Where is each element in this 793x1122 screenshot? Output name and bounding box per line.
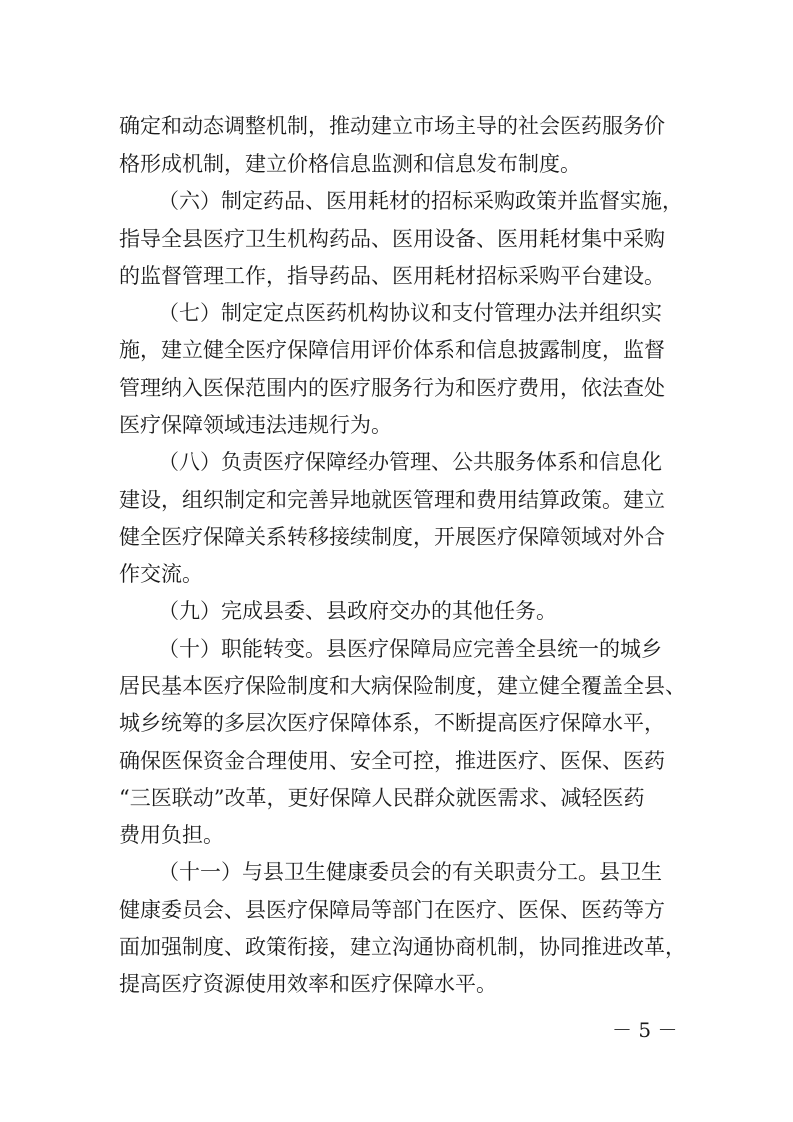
text-line: 指导全县医疗卫生机构药品、医用设备、医用耗材集中采购 [119, 227, 665, 251]
text-line: 确定和动态调整机制，推动建立市场主导的社会医药服务价 [119, 114, 665, 138]
text-line: （十）职能转变。县医疗保障局应完善全县统一的城乡 [158, 637, 662, 661]
text-line: 的监督管理工作，指导药品、医用耗材招标采购平台建设。 [119, 264, 665, 288]
text-line: 施，建立健全医疗保障信用评价体系和信息披露制度，监督 [119, 338, 665, 362]
text-line: 确保医保资金合理使用、安全可控，推进医疗、医保、医药 [119, 749, 665, 773]
text-line: 格形成机制，建立价格信息监测和信息发布制度。 [119, 152, 581, 176]
text-line: （八）负责医疗保障经办管理、公共服务体系和信息化 [158, 450, 662, 474]
text-line: （七）制定定点医药机构协议和支付管理办法并组织实 [158, 301, 662, 325]
text-line: （十一）与县卫生健康委员会的有关职责分工。县卫生 [158, 860, 662, 884]
text-line: 医疗保障领域违法违规行为。 [119, 413, 392, 437]
text-line: 健全医疗保障关系转移接续制度，开展医疗保障领域对外合 [119, 525, 665, 549]
text-line: （六）制定药品、医用耗材的招标采购政策并监督实施， [158, 189, 683, 213]
text-line: 费用负担。 [119, 823, 224, 847]
text-line: 管理纳入医保范围内的医疗服务行为和医疗费用，依法查处 [119, 376, 665, 400]
text-line: 健康委员会、县医疗保障局等部门在医疗、医保、医药等方 [119, 898, 665, 922]
text-line: 面加强制度、政策衔接，建立沟通协商机制，协同推进改革， [119, 935, 686, 959]
text-line: 作交流。 [119, 562, 203, 586]
text-line: 提高医疗资源使用效率和医疗保障水平。 [119, 972, 497, 996]
text-line: “三医联动”改革，更好保障人民群众就医需求、减轻医药 [119, 786, 645, 810]
page-number: － 5 － [612, 1018, 678, 1042]
text-line: 居民基本医疗保险制度和大病保险制度，建立健全覆盖全县、 [119, 674, 686, 698]
text-line: （九）完成县委、县政府交办的其他任务。 [158, 599, 557, 623]
text-line: 城乡统筹的多层次医疗保障体系，不断提高医疗保障水平， [119, 711, 665, 735]
text-line: 建设，组织制定和完善异地就医管理和费用结算政策。建立 [119, 488, 665, 512]
